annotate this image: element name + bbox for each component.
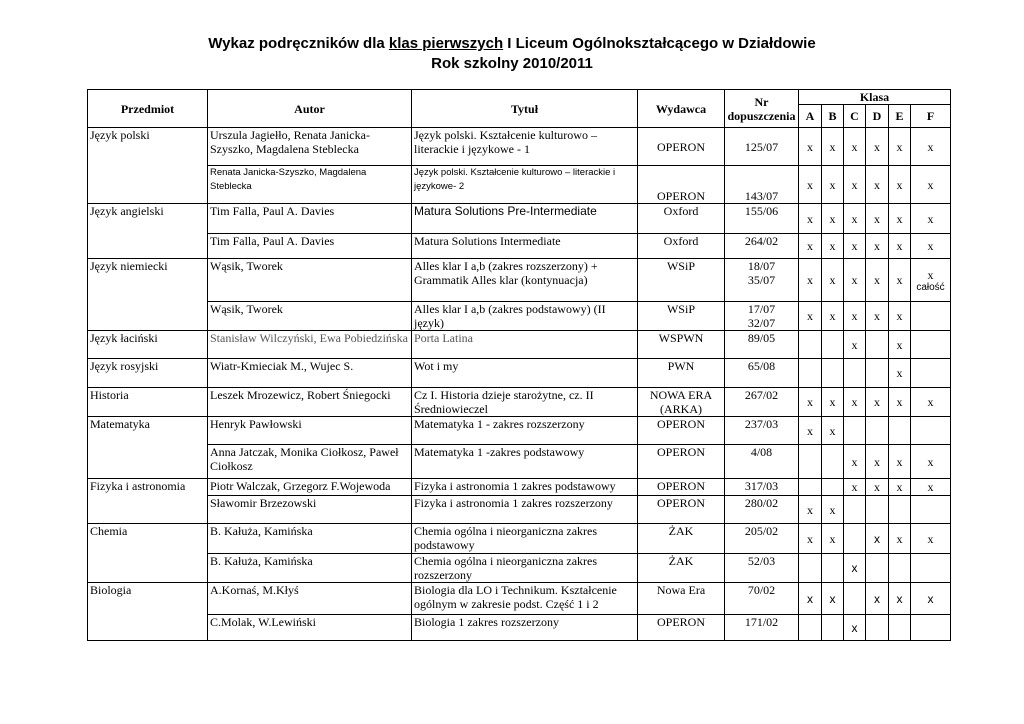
title-cell: Alles klar I a,b (zakres rozszerzony) + Grammatik Alles klar (kontynuacja)	[412, 259, 638, 302]
author-cell: Leszek Mrozewicz, Robert Śniegocki	[208, 388, 412, 417]
class-mark	[799, 331, 822, 359]
class-mark	[799, 445, 822, 479]
class-mark: x	[822, 302, 844, 331]
school-year: Rok szkolny 2010/2011	[431, 55, 593, 72]
nr-cell: 18/07 35/07	[725, 259, 799, 302]
col-header-publisher: Wydawca	[638, 90, 725, 128]
class-mark	[844, 359, 866, 388]
class-mark: x	[911, 204, 951, 234]
class-mark: x	[822, 417, 844, 445]
class-mark	[844, 524, 866, 554]
title-cell: Fizyka i astronomia 1 zakres podstawowy	[412, 479, 638, 496]
author-cell: A.Kornaś, M.Kłyś	[208, 583, 412, 615]
class-mark: x	[911, 445, 951, 479]
class-mark: x	[911, 479, 951, 496]
class-mark	[799, 359, 822, 388]
class-mark	[889, 496, 911, 524]
class-mark	[799, 615, 822, 641]
class-mark	[844, 417, 866, 445]
subject-cell: Chemia	[88, 524, 208, 583]
title-cell: Język polski. Kształcenie kulturowo – literackie i językowe- 2	[412, 166, 638, 204]
class-mark: x	[799, 259, 822, 302]
textbook-table	[87, 89, 951, 641]
table-row	[88, 615, 951, 641]
publisher-cell: OPERON	[638, 445, 725, 479]
class-mark: x	[799, 204, 822, 234]
title-cell: Chemia ogólna i nieorganiczna zakres podstawowy	[412, 524, 638, 554]
class-mark: x	[822, 128, 844, 166]
title-underlined-part: klas pierwszych	[388, 35, 504, 52]
publisher-cell: OPERON	[638, 128, 725, 166]
class-mark	[889, 615, 911, 641]
nr-cell: 125/07	[725, 128, 799, 166]
nr-cell: 17/07 32/07	[725, 302, 799, 331]
title-cell: Matura Solutions Pre-Intermediate	[412, 204, 638, 234]
class-mark	[799, 479, 822, 496]
class-mark: x	[889, 583, 911, 615]
table-row	[88, 331, 951, 359]
class-mark	[866, 615, 889, 641]
class-mark	[911, 359, 951, 388]
nr-cell: 317/03	[725, 479, 799, 496]
class-mark	[822, 331, 844, 359]
class-letter: A	[799, 105, 822, 128]
col-header-nr: Nr dopuszczenia	[725, 90, 799, 128]
author-cell: Stanisław Wilczyński, Ewa Pobiedzińska	[208, 331, 412, 359]
title-cell: Cz I. Historia dzieje starożytne, cz. II Średniowieczel	[412, 388, 638, 417]
class-mark	[844, 496, 866, 524]
publisher-cell: ŻAK	[638, 524, 725, 554]
author-cell: Anna Jatczak, Monika Ciołkosz, Paweł Ciołkosz	[208, 445, 412, 479]
class-mark: x	[866, 583, 889, 615]
class-mark: x	[889, 204, 911, 234]
class-mark: x	[822, 583, 844, 615]
subject-cell: Historia	[88, 388, 208, 417]
title-cell: Matematyka 1 - zakres rozszerzony	[412, 417, 638, 445]
document-header	[0, 34, 1024, 74]
class-mark: x	[866, 259, 889, 302]
class-mark: x	[889, 234, 911, 259]
table-row	[88, 166, 951, 204]
nr-cell: 4/08	[725, 445, 799, 479]
author-cell: C.Molak, W.Lewiński	[208, 615, 412, 641]
nr-cell: 171/02	[725, 615, 799, 641]
class-mark: x	[799, 496, 822, 524]
author-cell: Wiatr-Kmieciak M., Wujec S.	[208, 359, 412, 388]
subject-cell: Język rosyjski	[88, 359, 208, 388]
class-mark: x	[866, 302, 889, 331]
class-mark	[866, 417, 889, 445]
table-row	[88, 524, 951, 554]
class-mark: x	[799, 128, 822, 166]
publisher-cell: OPERON	[638, 417, 725, 445]
class-letter: C	[844, 105, 866, 128]
class-mark	[911, 331, 951, 359]
class-mark: x	[866, 128, 889, 166]
author-cell: Henryk Pawłowski	[208, 417, 412, 445]
col-header-classes: Klasa	[799, 90, 951, 105]
class-mark: x	[889, 166, 911, 204]
nr-cell: 264/02	[725, 234, 799, 259]
header-row	[88, 90, 951, 105]
class-mark	[822, 479, 844, 496]
class-mark: x	[844, 388, 866, 417]
author-cell: Wąsik, Tworek	[208, 302, 412, 331]
subject-cell: Fizyka i astronomia	[88, 479, 208, 524]
table-row	[88, 359, 951, 388]
table-row	[88, 128, 951, 166]
table-row	[88, 417, 951, 445]
class-mark: x	[911, 583, 951, 615]
class-mark	[822, 359, 844, 388]
title-cell: Chemia ogólna i nieorganiczna zakres rozszerzony	[412, 554, 638, 583]
author-cell: Tim Falla, Paul A. Davies	[208, 204, 412, 234]
class-mark: x	[889, 445, 911, 479]
table-row	[88, 302, 951, 331]
col-header-author: Autor	[208, 90, 412, 128]
class-mark: x	[799, 166, 822, 204]
class-mark: x	[799, 524, 822, 554]
table-row	[88, 479, 951, 496]
class-mark: x	[822, 496, 844, 524]
title-cell: Wot i my	[412, 359, 638, 388]
title-cell: Biologia 1 zakres rozszerzony	[412, 615, 638, 641]
class-mark	[866, 554, 889, 583]
class-mark: x	[866, 388, 889, 417]
class-letter: D	[866, 105, 889, 128]
class-mark: x	[844, 302, 866, 331]
class-mark: x	[799, 417, 822, 445]
title-cell: Fizyka i astronomia 1 zakres rozszerzony	[412, 496, 638, 524]
publisher-cell: OPERON	[638, 496, 725, 524]
class-mark: x	[844, 331, 866, 359]
subject-cell: Język łaciński	[88, 331, 208, 359]
class-mark: x	[844, 128, 866, 166]
class-mark	[844, 583, 866, 615]
class-mark: x	[844, 166, 866, 204]
class-mark: x	[866, 166, 889, 204]
class-mark: x	[866, 445, 889, 479]
class-mark: x	[911, 234, 951, 259]
class-mark	[822, 615, 844, 641]
class-mark	[911, 417, 951, 445]
nr-cell: 52/03	[725, 554, 799, 583]
class-letter: F	[911, 105, 951, 128]
subject-cell: Biologia	[88, 583, 208, 641]
class-mark: x	[889, 524, 911, 554]
author-cell: Tim Falla, Paul A. Davies	[208, 234, 412, 259]
title-cell: Alles klar I a,b (zakres podstawowy) (II język)	[412, 302, 638, 331]
class-mark	[889, 417, 911, 445]
author-cell: Renata Janicka-Szyszko, Magdalena Steblecka	[208, 166, 412, 204]
class-letter: E	[889, 105, 911, 128]
nr-cell: 70/02	[725, 583, 799, 615]
publisher-cell: OPERON	[638, 479, 725, 496]
class-mark	[911, 554, 951, 583]
author-cell: B. Kałuża, Kamińska	[208, 554, 412, 583]
publisher-cell: WSiP	[638, 259, 725, 302]
publisher-cell: Oxford	[638, 204, 725, 234]
class-mark: x	[822, 204, 844, 234]
class-mark: x	[822, 166, 844, 204]
table-row	[88, 388, 951, 417]
publisher-cell: ŻAK	[638, 554, 725, 583]
nr-cell: 155/06	[725, 204, 799, 234]
publisher-cell: Oxford	[638, 234, 725, 259]
nr-cell: 89/05	[725, 331, 799, 359]
class-mark: x	[911, 166, 951, 204]
class-mark: x	[844, 615, 866, 641]
nr-cell: 237/03	[725, 417, 799, 445]
class-mark: x całość	[911, 259, 951, 302]
subject-cell: Język angielski	[88, 204, 208, 259]
subject-cell: Język niemiecki	[88, 259, 208, 331]
class-mark	[866, 496, 889, 524]
class-mark	[911, 496, 951, 524]
class-mark: x	[822, 234, 844, 259]
class-mark	[911, 302, 951, 331]
title-cell: Porta Latina	[412, 331, 638, 359]
table-row	[88, 445, 951, 479]
class-mark: x	[889, 359, 911, 388]
class-mark: x	[866, 524, 889, 554]
publisher-cell: Nowa Era	[638, 583, 725, 615]
full-note: całość	[916, 281, 945, 293]
class-mark: x	[889, 331, 911, 359]
author-cell: Sławomir Brzezowski	[208, 496, 412, 524]
class-letter: B	[822, 105, 844, 128]
subject-cell: Język polski	[88, 128, 208, 204]
class-mark: x	[799, 583, 822, 615]
class-mark: x	[822, 524, 844, 554]
class-mark: x	[844, 479, 866, 496]
class-mark: x	[844, 234, 866, 259]
nr-cell: 280/02	[725, 496, 799, 524]
publisher-cell: OPERON	[638, 166, 725, 204]
title-cell: Język polski. Kształcenie kulturowo – literackie i językowe - 1	[412, 128, 638, 166]
table-row	[88, 583, 951, 615]
class-mark: x	[911, 388, 951, 417]
author-cell: Urszula Jagiełło, Renata Janicka-Szyszko, Magdalena Steblecka	[208, 128, 412, 166]
author-cell: Wąsik, Tworek	[208, 259, 412, 302]
title-cell: Matura Solutions Intermediate	[412, 234, 638, 259]
class-mark: x	[911, 128, 951, 166]
author-cell: Piotr Walczak, Grzegorz F.Wojewoda	[208, 479, 412, 496]
class-mark: x	[889, 479, 911, 496]
nr-cell: 65/08	[725, 359, 799, 388]
nr-cell: 267/02	[725, 388, 799, 417]
publisher-cell: WSPWN	[638, 331, 725, 359]
class-mark: x	[866, 479, 889, 496]
class-mark: x	[889, 388, 911, 417]
class-mark: x	[911, 524, 951, 554]
publisher-cell: NOWA ERA (ARKA)	[638, 388, 725, 417]
table-row	[88, 496, 951, 524]
publisher-cell: OPERON	[638, 615, 725, 641]
class-mark: x	[889, 259, 911, 302]
class-mark: x	[844, 445, 866, 479]
class-mark: x	[844, 204, 866, 234]
table-row	[88, 234, 951, 259]
class-mark: x	[799, 234, 822, 259]
class-mark: x	[866, 204, 889, 234]
class-mark: x	[822, 388, 844, 417]
subject-cell: Matematyka	[88, 417, 208, 479]
class-mark	[799, 554, 822, 583]
document-title: Wykaz podręczników dla klas pierwszych I Liceum Ogólnokształcącego w Działdowie	[208, 35, 816, 52]
nr-cell: 143/07	[725, 166, 799, 204]
class-mark: x	[799, 302, 822, 331]
publisher-cell: PWN	[638, 359, 725, 388]
class-mark: x	[799, 388, 822, 417]
class-mark	[822, 554, 844, 583]
table-row	[88, 554, 951, 583]
class-mark	[866, 359, 889, 388]
table-row	[88, 204, 951, 234]
class-mark	[866, 331, 889, 359]
author-cell: B. Kałuża, Kamińska	[208, 524, 412, 554]
class-mark: x	[822, 259, 844, 302]
class-mark: x	[844, 554, 866, 583]
nr-cell: 205/02	[725, 524, 799, 554]
class-mark: x	[866, 234, 889, 259]
col-header-title: Tytuł	[412, 90, 638, 128]
class-mark: x	[889, 128, 911, 166]
class-mark: x	[844, 259, 866, 302]
title-cell: Biologia dla LO i Technikum. Kształcenie ogólnym w zakresie podst. Część 1 i 2	[412, 583, 638, 615]
table-row	[88, 259, 951, 302]
class-mark	[911, 615, 951, 641]
class-mark	[822, 445, 844, 479]
class-mark	[889, 554, 911, 583]
class-mark: x	[889, 302, 911, 331]
col-header-subject: Przedmiot	[88, 90, 208, 128]
publisher-cell: WSiP	[638, 302, 725, 331]
title-cell: Matematyka 1 -zakres podstawowy	[412, 445, 638, 479]
